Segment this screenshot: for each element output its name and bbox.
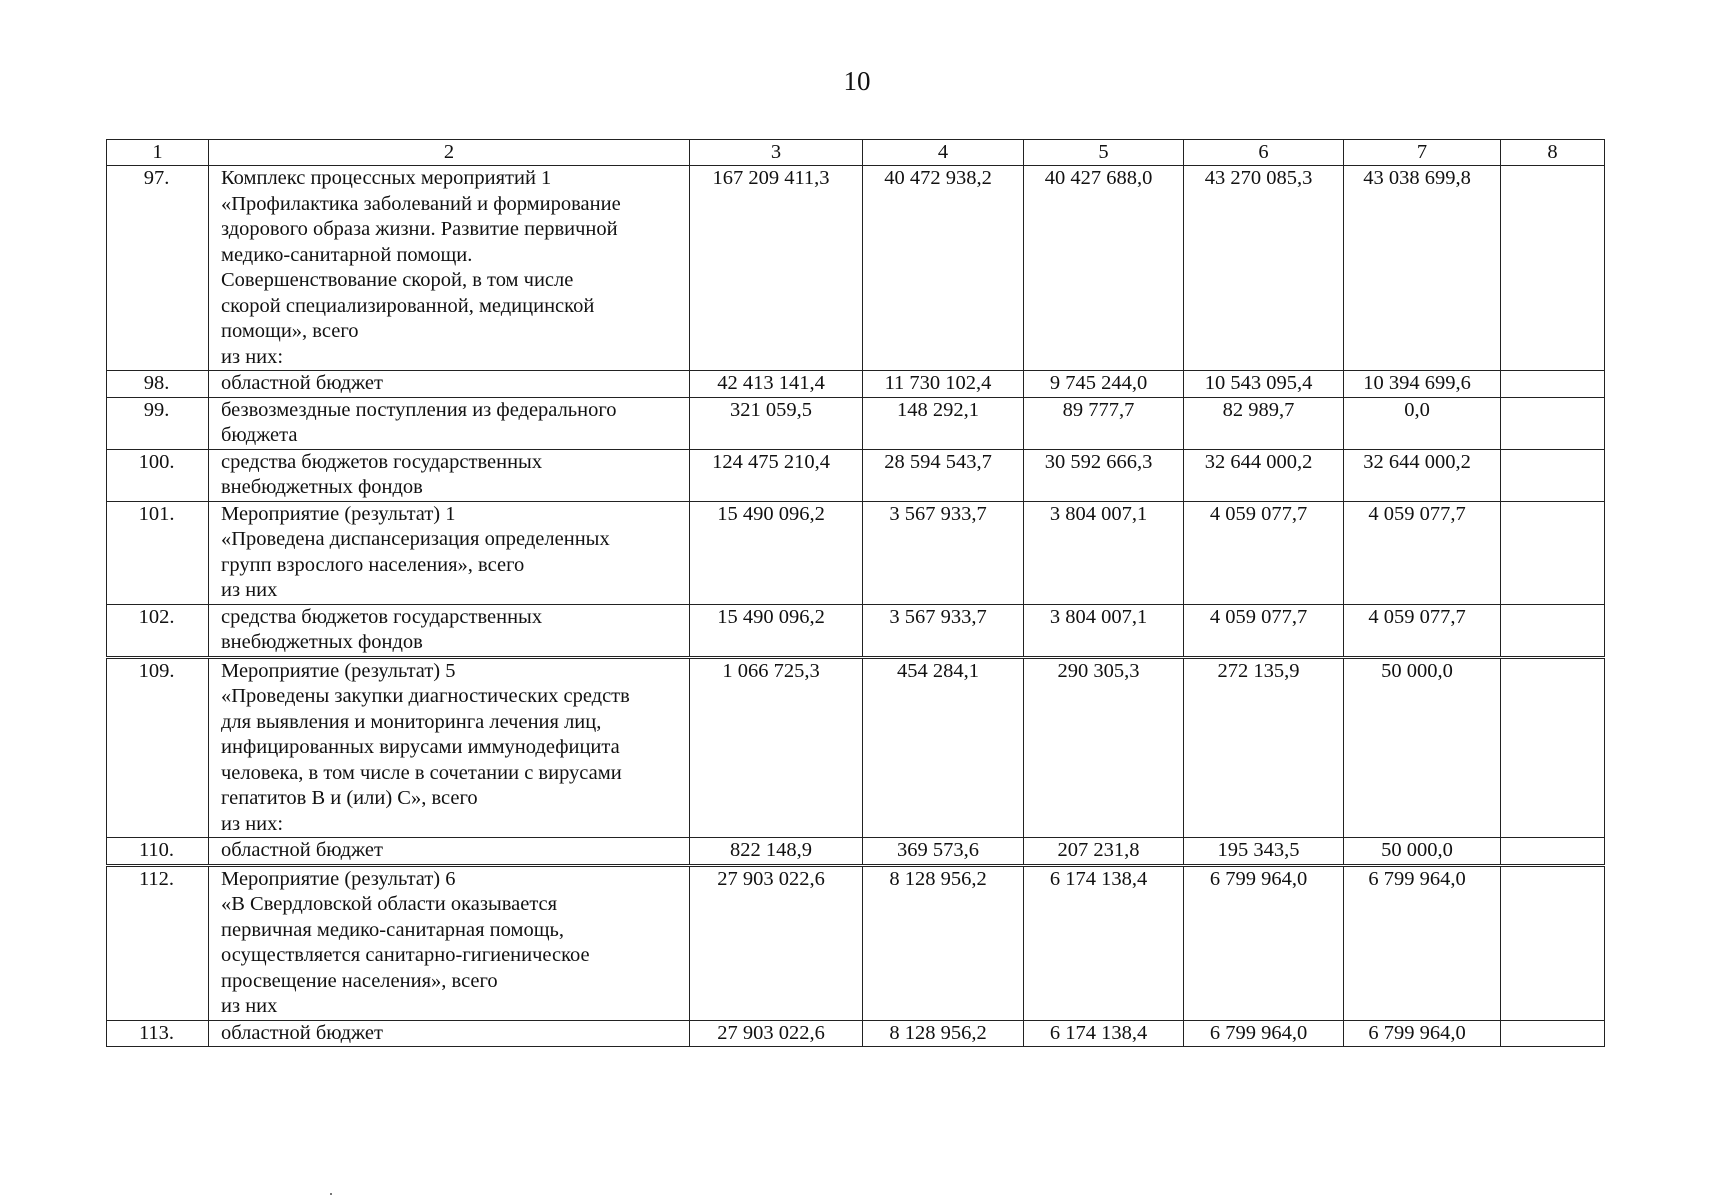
description-line: «Проведены закупки диагностических средств [221, 685, 630, 707]
description-line: человека, в том числе в сочетании с вирусами [221, 761, 622, 784]
value-cell-col-7: 50 000,0 [1344, 838, 1501, 866]
row-description-cell [209, 501, 690, 604]
value-cell-col-3: 15 490 096,2 [690, 501, 863, 604]
row-number-cell: 97. [107, 166, 209, 371]
row-description-cell [209, 604, 690, 657]
value-cell-col-8 [1501, 657, 1605, 838]
description-line: скорой специализированной, медицинской [221, 294, 595, 317]
description-line: здорового образа жизни. Развитие первичной [221, 218, 618, 240]
value-cell-col-7: 0,0 [1344, 397, 1501, 449]
table-row [107, 838, 1605, 866]
value-cell-col-6: 43 270 085,3 [1184, 166, 1344, 371]
description-line: помощи», всего [221, 320, 359, 342]
value-cell-col-6: 6 799 964,0 [1184, 1020, 1344, 1047]
description-line: Совершенствование скорой, в том числе [221, 269, 574, 291]
value-cell-col-8 [1501, 865, 1605, 1020]
description-line: для выявления и мониторинга лечения лиц, [221, 710, 602, 733]
description-line: «В Свердловской области оказывается [221, 893, 558, 915]
page-number: 10 [843, 66, 871, 96]
value-cell-col-8 [1501, 371, 1605, 398]
header-cell-col-5: 5 [1024, 140, 1184, 166]
value-cell-col-4: 28 594 543,7 [863, 449, 1024, 501]
description-line: первичная медико-санитарная помощь, [221, 918, 564, 941]
value-cell-col-3: 15 490 096,2 [690, 604, 863, 657]
value-cell-col-4: 369 573,6 [863, 838, 1024, 866]
value-cell-col-6: 195 343,5 [1184, 838, 1344, 866]
description-line: внебюджетных фондов [221, 631, 423, 653]
description-line: «Профилактика заболеваний и формирование [221, 192, 621, 215]
header-cell-col-8: 8 [1501, 140, 1605, 166]
header-cell-col-3: 3 [690, 140, 863, 166]
description-line: областной бюджет [221, 372, 383, 394]
description-line: областной бюджет [221, 839, 383, 861]
row-number-cell: 98. [107, 371, 209, 398]
header-cell-col-1: 1 [107, 140, 209, 166]
header-cell-col-4: 4 [863, 140, 1024, 166]
row-number-cell: 112. [107, 865, 209, 1020]
value-cell-col-8 [1501, 838, 1605, 866]
table-row [107, 449, 1605, 501]
value-cell-col-5: 3 804 007,1 [1024, 501, 1184, 604]
value-cell-col-7: 4 059 077,7 [1344, 501, 1501, 604]
row-number-cell: 113. [107, 1020, 209, 1047]
value-cell-col-5: 3 804 007,1 [1024, 604, 1184, 657]
description-line: Мероприятие (результат) 5 [221, 659, 456, 682]
description-line: бюджета [221, 424, 298, 446]
value-cell-col-6: 272 135,9 [1184, 657, 1344, 838]
value-cell-col-6: 4 059 077,7 [1184, 501, 1344, 604]
value-cell-col-3: 321 059,5 [690, 397, 863, 449]
value-cell-col-8 [1501, 166, 1605, 371]
description-line: групп взрослого населения», всего [221, 553, 525, 576]
row-number-cell: 101. [107, 501, 209, 604]
header-cell-col-2: 2 [209, 140, 690, 166]
table-row [107, 1020, 1605, 1047]
value-cell-col-5: 207 231,8 [1024, 838, 1184, 866]
row-number-cell: 99. [107, 397, 209, 449]
value-cell-col-6: 4 059 077,7 [1184, 604, 1344, 657]
description-line: Мероприятие (результат) 6 [221, 867, 456, 890]
value-cell-col-3: 27 903 022,6 [690, 865, 863, 1020]
value-cell-col-4: 40 472 938,2 [863, 166, 1024, 371]
value-cell-col-4: 148 292,1 [863, 397, 1024, 449]
description-line: медико-санитарной помощи. [221, 243, 473, 266]
row-number-cell: 109. [107, 657, 209, 838]
value-cell-col-5: 6 174 138,4 [1024, 865, 1184, 1020]
value-cell-col-4: 454 284,1 [863, 657, 1024, 838]
value-cell-col-4: 8 128 956,2 [863, 865, 1024, 1020]
value-cell-col-4: 3 567 933,7 [863, 604, 1024, 657]
description-line: осуществляется санитарно-гигиеническое [221, 944, 590, 966]
row-description-cell [209, 865, 690, 1020]
value-cell-col-8 [1501, 501, 1605, 604]
value-cell-col-7: 4 059 077,7 [1344, 604, 1501, 657]
description-line: инфицированных вирусами иммунодефицита [221, 736, 620, 758]
value-cell-col-8 [1501, 1020, 1605, 1047]
value-cell-col-7: 6 799 964,0 [1344, 865, 1501, 1020]
value-cell-col-5: 30 592 666,3 [1024, 449, 1184, 501]
value-cell-col-6: 32 644 000,2 [1184, 449, 1344, 501]
value-cell-col-3: 167 209 411,3 [690, 166, 863, 371]
description-line: безвозмездные поступления из федерального [221, 398, 617, 421]
value-cell-col-5: 40 427 688,0 [1024, 166, 1184, 371]
header-cell-col-6: 6 [1184, 140, 1344, 166]
value-cell-col-4: 3 567 933,7 [863, 501, 1024, 604]
row-description-cell [209, 657, 690, 838]
description-line: средства бюджетов государственных [221, 450, 543, 473]
description-line: Комплекс процессных мероприятий 1 [221, 167, 552, 189]
value-cell-col-4: 8 128 956,2 [863, 1020, 1024, 1047]
description-line: внебюджетных фондов [221, 476, 423, 498]
value-cell-col-7: 32 644 000,2 [1344, 449, 1501, 501]
value-cell-col-8 [1501, 604, 1605, 657]
description-line: из них [221, 579, 278, 601]
value-cell-col-3: 42 413 141,4 [690, 371, 863, 398]
description-line: из них: [221, 812, 284, 835]
value-cell-col-3: 27 903 022,6 [690, 1020, 863, 1047]
row-description-cell [209, 371, 690, 398]
header-row [107, 140, 1605, 166]
value-cell-col-7: 43 038 699,8 [1344, 166, 1501, 371]
row-number-cell: 102. [107, 604, 209, 657]
row-number-cell: 110. [107, 838, 209, 866]
table-row [107, 166, 1605, 371]
value-cell-col-3: 1 066 725,3 [690, 657, 863, 838]
description-line: Мероприятие (результат) 1 [221, 502, 456, 525]
value-cell-col-8 [1501, 397, 1605, 449]
value-cell-col-5: 89 777,7 [1024, 397, 1184, 449]
scan-speck [330, 1193, 332, 1195]
value-cell-col-6: 10 543 095,4 [1184, 371, 1344, 398]
row-description-cell [209, 1020, 690, 1047]
value-cell-col-8 [1501, 449, 1605, 501]
row-description-cell [209, 838, 690, 866]
value-cell-col-6: 82 989,7 [1184, 397, 1344, 449]
budget-table [106, 139, 1605, 1047]
value-cell-col-5: 290 305,3 [1024, 657, 1184, 838]
description-line: просвещение населения», всего [221, 969, 498, 992]
description-line: из них: [221, 345, 284, 368]
description-line: из них [221, 995, 278, 1017]
value-cell-col-3: 124 475 210,4 [690, 449, 863, 501]
description-line: «Проведена диспансеризация определенных [221, 528, 610, 550]
description-line: средства бюджетов государственных [221, 605, 543, 628]
value-cell-col-5: 6 174 138,4 [1024, 1020, 1184, 1047]
value-cell-col-7: 10 394 699,6 [1344, 371, 1501, 398]
description-line: областной бюджет [221, 1021, 383, 1044]
table-row [107, 865, 1605, 1020]
table-row [107, 604, 1605, 657]
table-row [107, 371, 1605, 398]
value-cell-col-4: 11 730 102,4 [863, 371, 1024, 398]
row-description-cell [209, 166, 690, 371]
value-cell-col-7: 6 799 964,0 [1344, 1020, 1501, 1047]
value-cell-col-5: 9 745 244,0 [1024, 371, 1184, 398]
row-description-cell [209, 397, 690, 449]
row-description-cell [209, 449, 690, 501]
table-row [107, 501, 1605, 604]
description-line: гепатитов В и (или) С», всего [221, 787, 478, 809]
row-number-cell: 100. [107, 449, 209, 501]
value-cell-col-7: 50 000,0 [1344, 657, 1501, 838]
table-row [107, 657, 1605, 838]
header-cell-col-7: 7 [1344, 140, 1501, 166]
value-cell-col-6: 6 799 964,0 [1184, 865, 1344, 1020]
table-row [107, 397, 1605, 449]
value-cell-col-3: 822 148,9 [690, 838, 863, 866]
